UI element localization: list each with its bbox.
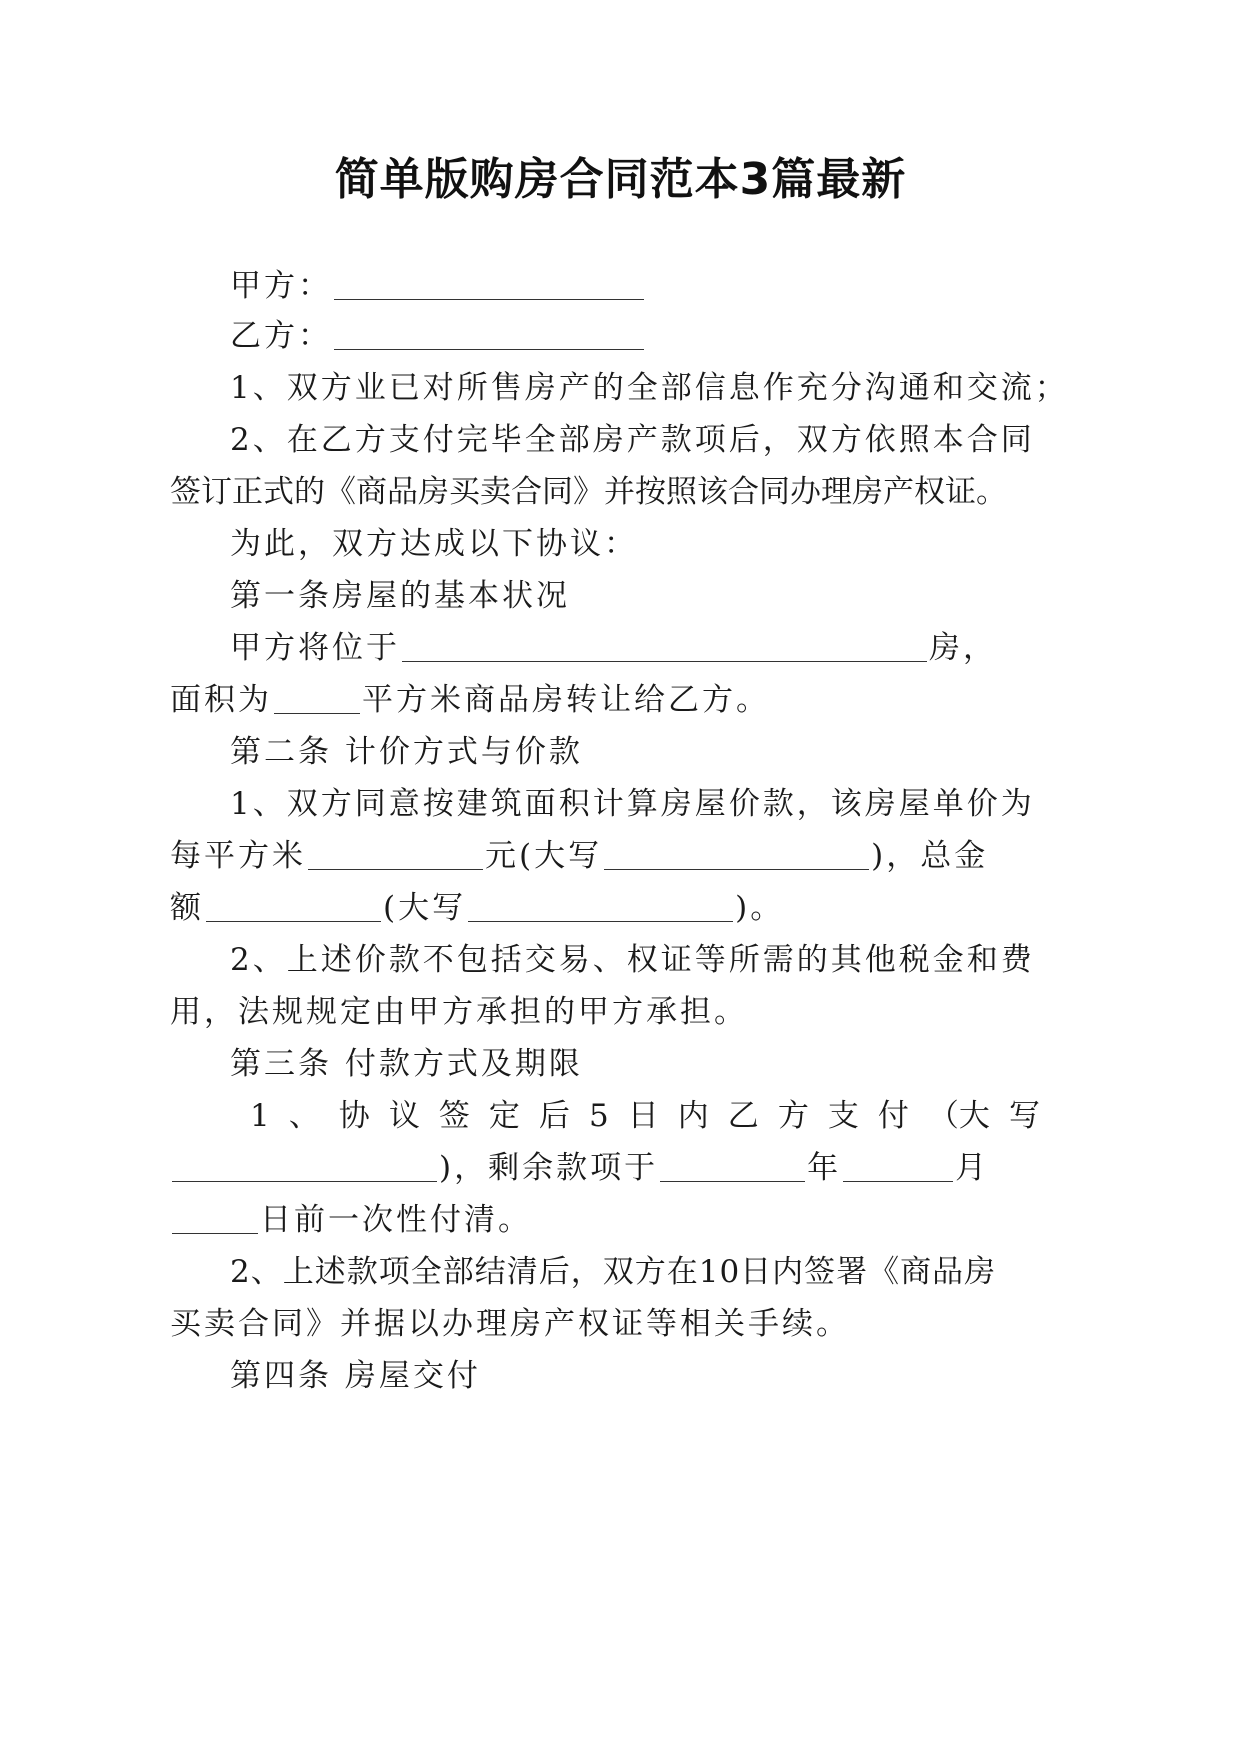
unit-price-caps-label: 元(大写 (485, 838, 603, 874)
justified-char: 定 (488, 1098, 520, 1134)
clause-text: 2、上述款项全部结清后，双方在10日内签署《商品房 (230, 1254, 997, 1290)
total-amount-suffix: )。 (735, 890, 785, 926)
unit-price-caps-blank (604, 833, 869, 870)
clause-text: 买卖合同》并据以办理房产权证等相关手续。 (170, 1306, 850, 1342)
clause-text: 用，法规规定由甲方承担的甲方承担。 (170, 994, 748, 1030)
justified-char: 内 (677, 1098, 709, 1134)
total-amount-label: 额 (170, 890, 204, 926)
section-heading: 第四条 房屋交付 (230, 1358, 481, 1394)
year-label: 年 (807, 1150, 842, 1186)
justified-char: 付 (877, 1098, 909, 1134)
unit-price-label: 每平方米 (170, 838, 306, 874)
clause-text: 2、在乙方支付完毕全部房产款项后，双方依照本合同 (230, 422, 1035, 458)
clause-text: 2、上述价款不包括交易、权证等所需的其他税金和费 (230, 942, 1035, 978)
section-heading: 第三条 付款方式及期限 (230, 1046, 583, 1082)
payment-deadline-line (170, 1138, 1050, 1198)
payment-final-text: 日前一次性付清。 (260, 1202, 532, 1238)
area-label: 面积为 (170, 682, 272, 718)
month-label: 月 (955, 1150, 990, 1186)
payment-caps-blank (172, 1145, 437, 1182)
payment-deadline-label: )，剩余款项于 (439, 1150, 659, 1186)
justified-char: 方 (777, 1098, 809, 1134)
clause-text: 1、双方同意按建筑面积计算房屋价款，该房屋单价为 (230, 786, 1035, 822)
party-b-blank (334, 313, 644, 350)
unit-price-suffix: )，总金 (871, 838, 989, 874)
unit-price-line (170, 826, 1050, 886)
location-blank (402, 625, 927, 662)
party-a-label: 甲方： (230, 268, 332, 304)
location-suffix: 房， (929, 630, 997, 666)
party-b-label: 乙方： (230, 318, 332, 354)
total-amount-caps-blank (468, 885, 733, 922)
payment-clause-line (250, 1086, 1040, 1146)
total-amount-caps-label: (大写 (383, 890, 467, 926)
clause-text: 为此，双方达成以下协议： (230, 526, 638, 562)
party-b-line (230, 306, 1090, 366)
total-amount-line (170, 878, 1030, 938)
justified-char: 1 (250, 1098, 270, 1134)
location-label: 甲方将位于 (230, 630, 400, 666)
location-line (230, 618, 1050, 678)
party-a-blank (334, 263, 644, 300)
area-blank (274, 677, 360, 714)
area-line (170, 670, 1030, 730)
year-blank (660, 1145, 805, 1182)
justified-char: 议 (388, 1098, 420, 1134)
section-heading: 第一条房屋的基本状况 (230, 578, 570, 614)
justified-char: 乙 (727, 1098, 759, 1134)
payment-final-line (170, 1190, 1030, 1250)
justified-char: 写 (1008, 1098, 1040, 1134)
total-amount-blank (206, 885, 381, 922)
justified-char: 后 (538, 1098, 570, 1134)
clause-text: 1、双方业已对所售房产的全部信息作充分沟通和交流； (230, 370, 1069, 406)
justified-char: 日 (627, 1098, 659, 1134)
section-heading: 第二条 计价方式与价款 (230, 734, 583, 770)
justified-char: 签 (438, 1098, 470, 1134)
justified-char: 5 (588, 1098, 609, 1134)
clause-text: 签订正式的《商品房买卖合同》并按照该合同办理房产权证。 (170, 474, 1007, 510)
document-title: 简单版购房合同范本3篇最新 (334, 154, 907, 205)
justified-char: （大 (927, 1098, 990, 1134)
area-suffix: 平方米商品房转让给乙方。 (362, 682, 770, 718)
justified-char: 、 (288, 1098, 320, 1134)
day-blank (172, 1197, 258, 1234)
justified-char: 协 (338, 1098, 370, 1134)
unit-price-blank (308, 833, 483, 870)
month-blank (843, 1145, 953, 1182)
justified-char: 支 (827, 1098, 859, 1134)
